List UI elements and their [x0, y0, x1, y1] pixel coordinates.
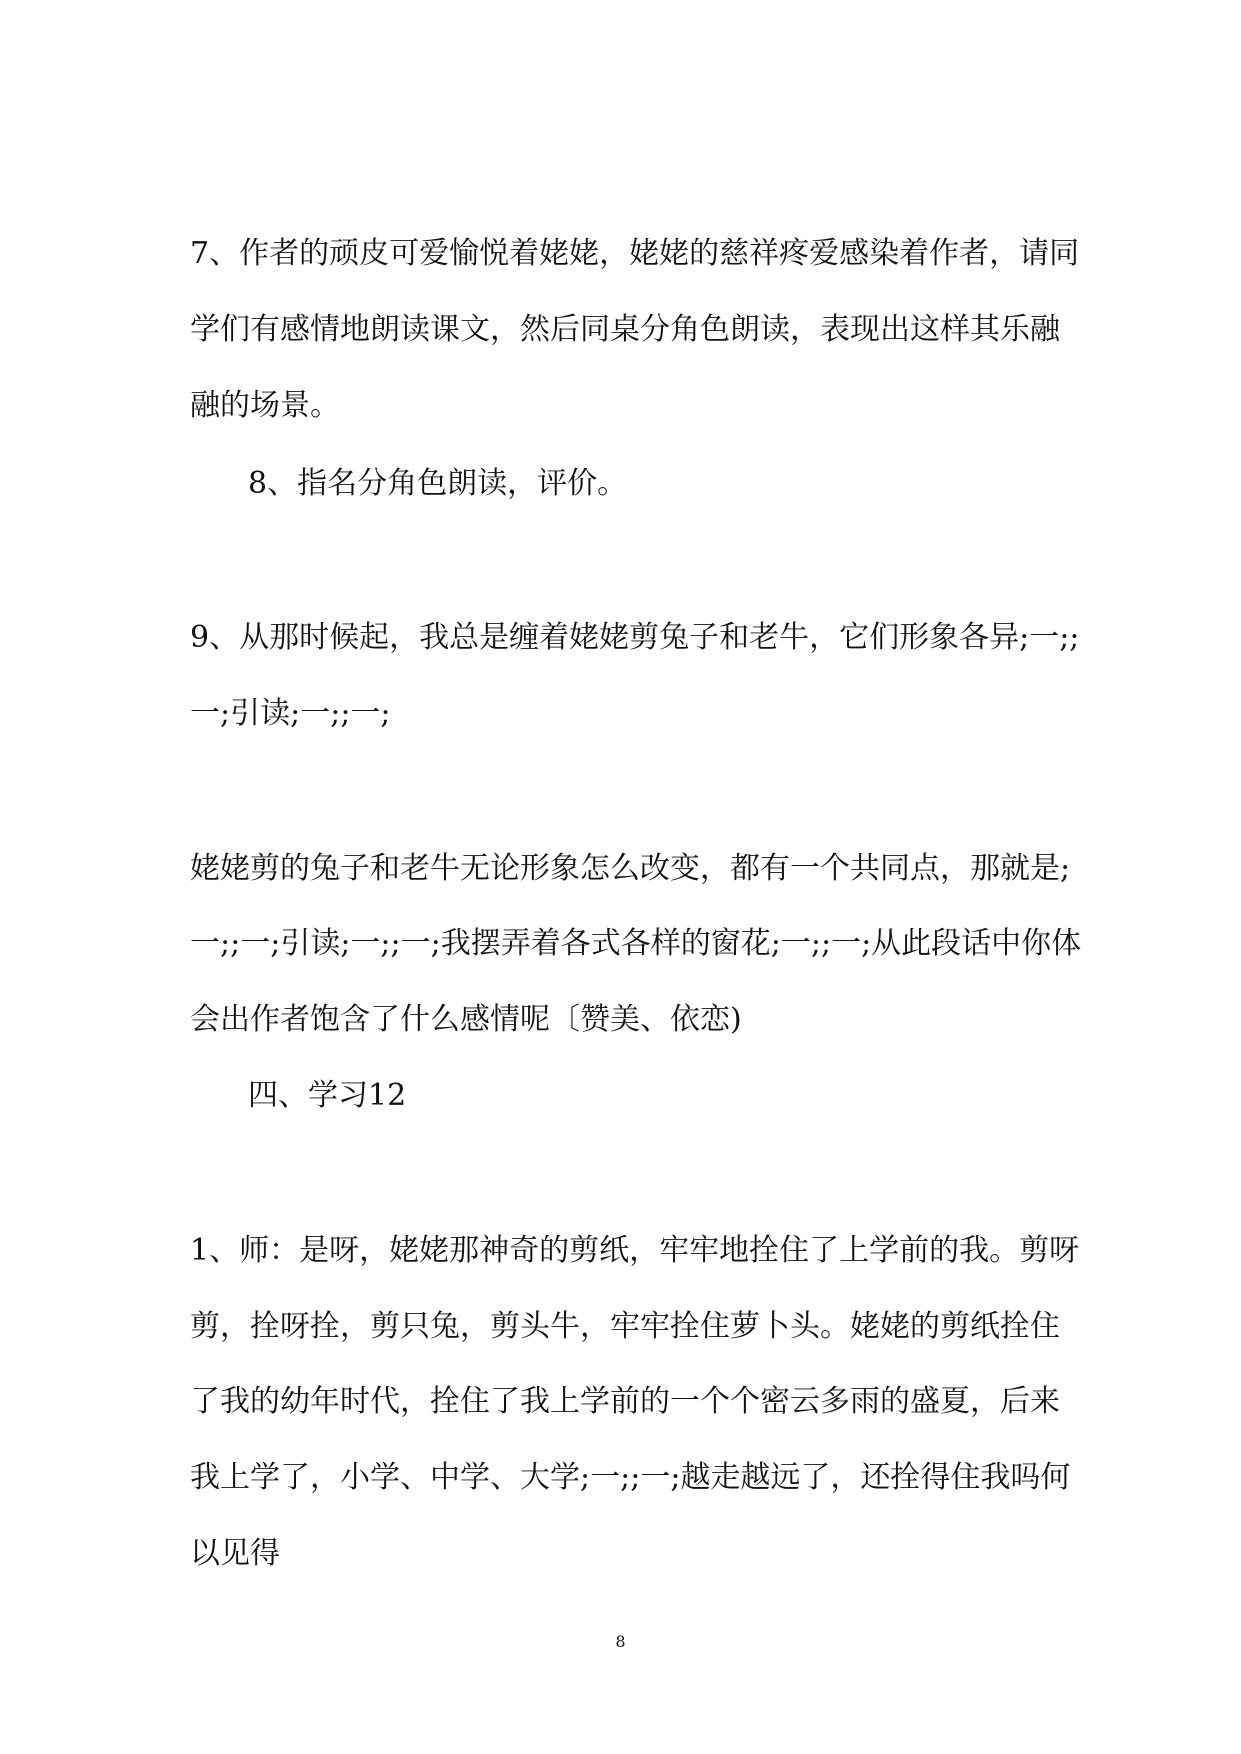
text-line: 一;;一;引读;一;;一;我摆弄着各式各样的窗花;一;;一;从此段话中你体 — [190, 926, 1082, 961]
text-line: 了我的幼年时代，拴住了我上学前的一个个密云多雨的盛夏，后来 — [190, 1384, 1060, 1419]
text-line: 8、指名分角色朗读，评价。 — [248, 466, 628, 501]
text-line: 7、作者的顽皮可爱愉悦着姥姥，姥姥的慈祥疼爱感染着作者，请同 — [190, 236, 1080, 271]
text-line: 1、师：是呀，姥姥那神奇的剪纸，牢牢地拴住了上学前的我。剪呀 — [190, 1233, 1080, 1268]
text-line: 融的场景。 — [190, 388, 340, 423]
text-line: 以见得 — [190, 1536, 280, 1571]
text-line: 我上学了，小学、中学、大学;一;;一;越走越远了，还拴得住我吗何 — [190, 1460, 1071, 1495]
text-line: 姥姥剪的兔子和老牛无论形象怎么改变，都有一个共同点，那就是; — [190, 851, 1071, 886]
section-heading: 四、学习12 — [248, 1078, 407, 1113]
text-line: 一;引读;一;;一; — [190, 696, 391, 731]
text-line: 剪，拴呀拴，剪只兔，剪头牛，牢牢拴住萝卜头。姥姥的剪纸拴住 — [190, 1309, 1060, 1344]
text-line: 学们有感情地朗读课文，然后同桌分角色朗读，表现出这样其乐融 — [190, 312, 1060, 347]
text-line: 会出作者饱含了什么感情呢〔赞美、依恋) — [190, 1002, 742, 1037]
text-line: 9、从那时候起，我总是缠着姥姥剪兔子和老牛，它们形象各异;一;; — [190, 620, 1080, 655]
page-number: 8 — [615, 1632, 626, 1651]
